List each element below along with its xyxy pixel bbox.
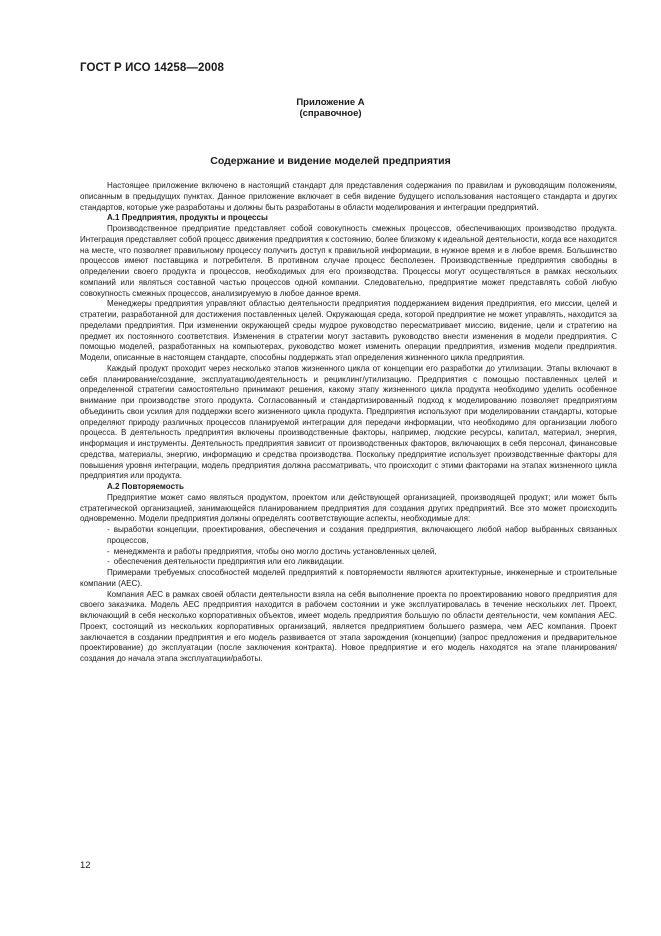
list-item: - менеджмента и работы предприятия, чтобы оно могло достичь установленных целей, — [107, 546, 437, 556]
section-a1-paragraph-3: Каждый продукт проходит через несколько этапов жизненного цикла от концепции его разработки до утилизации. Этапы включают в себя планирование/создание, эксплуатацию/деятельность и рециклинг/утилизацию. Предприятия с помощью поставленных целей и определенной стратегии самостоятельно принимают решения, какому этапу жизненного цикла продукта необходимо уделить особенное внимание при производстве этого продукта. Согласованный и стандартизированный подход к моделированию позволяет предприятиям объединить свои усилия для поддержки всего жизненного цикла продукта. Предприятия используют при моделировании стандарты, которые определяют природу различных процессов планируемой интеграции для передачи информации, что необходимо для организации любого процесса. В деятельность предприятия включены производственные факторы, например, людские ресурсы, капитал, материал, энергия, информация и инструменты. Деятельность предприятия зависит от производственных факторов, включающих в себя персонал, финансовые средства, материалы, энергию, информацию и средства производства. Поскольку предприятие использует производственные факторы для повышения уровня интеграции, модель предприятия должна рассматривать, что происходит с этими факторами на этапах жизненного цикла предприятия или продукта. — [80, 363, 617, 481]
section-a2-paragraph-1: Предприятие может само являться продуктом, проектом или действующей организацией, производящей продукт; или может быть стратегической организацией, занимающейся планированием предприятия для создания других предприятий. Все это может происходить одновременно. Модели предприятия должны определять соответствующие аспекты, необходимые для: — [80, 492, 617, 524]
page-number: 12 — [80, 860, 91, 871]
section-a1-paragraph-2: Менеджеры предприятия управляют областью деятельности предприятия поддержанием видения предприятия, его миссии, целей и стратегии, разработанной для достижения поставленных целей. Окружающая среда, которой предприятие не может управлять, находится за пределами предприятия. При изменении окружающей среды мудрое руководство пересматривает миссию, видение, цели и стратегию на предмет их постоянного соответствия. Изменения в стратегии могут заставить руководство внести изменения в модели предприятия. С помощью моделей, разработанных на компьютерах, руководство может изменить операции предприятия, изменив модели предприятия. Модели, описанные в настоящем стандарте, способны поддержать этап определения жизненного цикла предприятия. — [80, 299, 617, 362]
appendix-label-block — [0, 97, 661, 119]
section-a1-paragraph-1: Производственное предприятие представляет собой совокупность смежных процессов, обеспечивающих производство продукта. Интеграция представляет собой процесс движения предприятия к состоянию, более близкому к идеальной деятельности, когда все находится на месте, что позволяет правильному процессу получить доступ к правильной информации, в нужное время и в любое время. Большинство процессов имеют поставщика и потребителя. В противном случае процесс бесполезен. Производственные предприятия свободны в определении своего продукта и процессов, необходимых для его производства. Процессы могут осуществляться в рамках нескольких компаний или являться составной частью процессов одной компании. Следовательно, предприятие может представлять собой любую совокупность смежных процессов, анализируемую в любое данное время. — [80, 224, 617, 298]
list-item-text: менеджмента и работы предприятия, чтобы оно могло достичь установленных целей, — [113, 546, 437, 556]
appendix-title: Содержание и видение моделей предприятия — [210, 155, 451, 167]
document-body — [80, 181, 617, 665]
section-a1-heading: А.1 Предприятия, продукты и процессы — [107, 213, 268, 223]
list-item: - выработки концепции, проектирования, обеспечения и создания предприятия, включающего любой набор выбранных связанных процессов, — [107, 525, 617, 545]
section-a2-paragraph-3: Компания АЕС в рамках своей области деятельности взяла на себя выполнение проекта по проектированию нового предприятия для своего заказчика. Модель АЕС предприятия находится в рабочем состоянии и уже эксплуатировалась в течение нескольких лет. Проект, включающий в себя несколько корпоративных объектов, имеет модель предприятия большую по области деятельности, чем компания АЕС. Проект, состоящий из нескольких корпоративных организаций, является предприятием большего размера, чем АЕС компания. Проект заключается в создании предприятия и его модель развивается от этапа зарождения (концепции) (запрос предложения и предварительное проектирование) до эксплуатации (после заключения контракта). Новое предприятие и его модель находятся на этапе планирования/создания до начала этапа эксплуатации/работы. — [80, 589, 617, 663]
document-id-header: ГОСТ Р ИСО 14258—2008 — [80, 62, 225, 74]
list-item-text: обеспечения деятельности предприятия или его ликвидации. — [113, 557, 345, 567]
intro-paragraph: Настоящее приложение включено в настоящий стандарт для представления содержания по правилам и руководящим положениям, описанным в предыдущих пунктах. Данное приложение включает в себя видение будущего использования настоящего стандарта и других стандартов, которые уже разработаны и должны быть разработаны в области моделирования и интеграции предприятий. — [80, 181, 617, 212]
list-item-text: выработки концепции, проектирования, обеспечения и создания предприятия, включающего любой набор выбранных связанных процессов, — [107, 525, 617, 545]
list-item: - обеспечения деятельности предприятия или его ликвидации. — [107, 557, 345, 567]
appendix-type: (справочное) — [299, 108, 362, 119]
appendix-label: Приложение А — [296, 97, 365, 108]
section-a2-paragraph-2: Примерами требуемых способностей моделей предприятий к повторяемости являются архитектурные, инженерные и строительные компании (АЕС). — [80, 568, 617, 588]
section-a2-heading: А.2 Повторяемость — [107, 482, 184, 491]
